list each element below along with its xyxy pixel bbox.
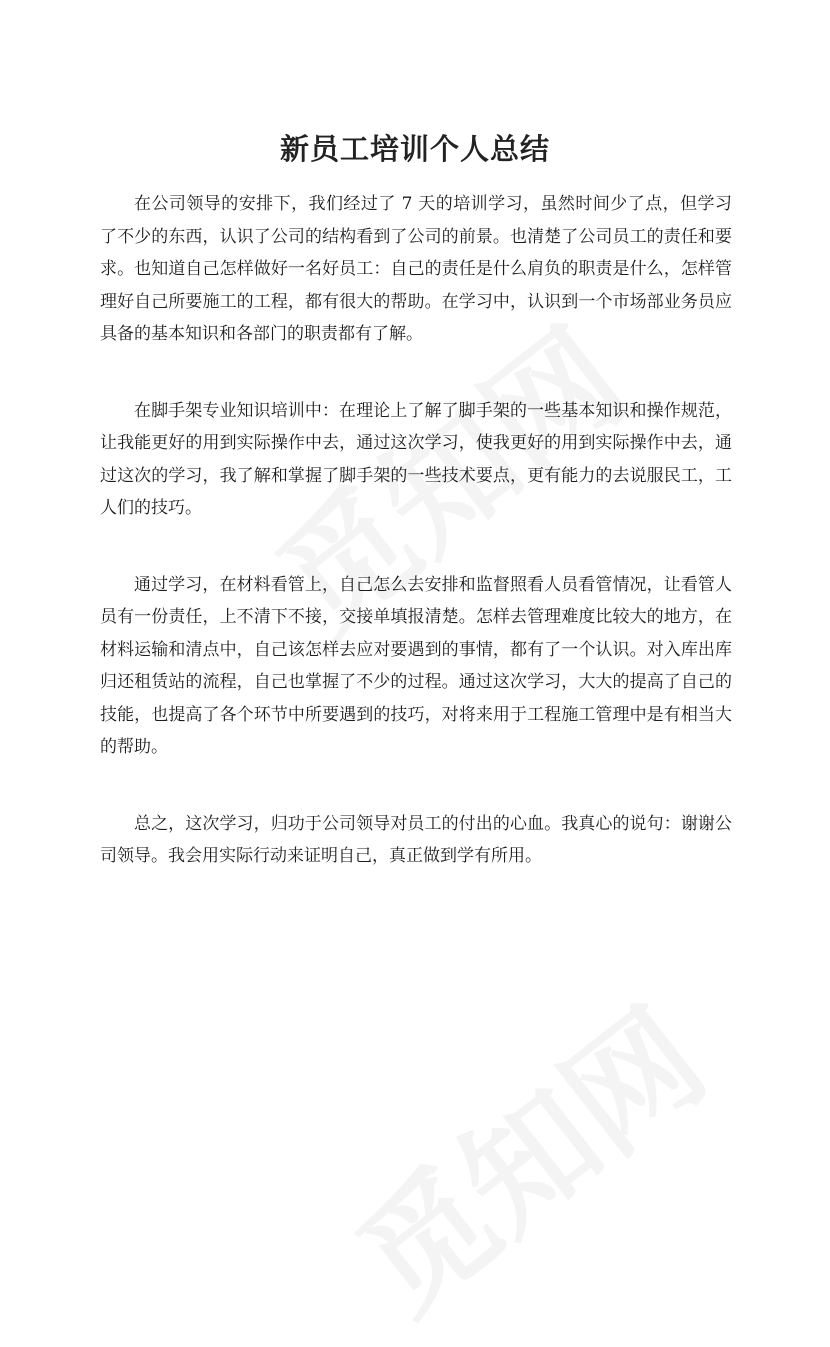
paragraph-2: 在脚手架专业知识培训中：在理论上了解了脚手架的一些基本知识和操作规范，让我能更好的用到实际操作中去，通过这次学习，使我更好的用到实际操作中去，通过这次的学习，我了解和掌握了脚手架的一些技术要点，更有能力的去说服民工，工人们的技巧。 [100,400,732,518]
watermark [314,960,736,1347]
paragraph-3: 通过学习，在材料看管上，自己怎么去安排和监督照看人员看管情况，让看管人员有一份责任，上不清下不接，交接单填报清楚。怎样去管理难度比较大的地方，在材料运输和清点中，自己该怎样去应对要遇到的事情，都有了一个认识。对入库出库归还租赁站的流程，自己也掌握了不少的过程。通过这次学习，大大的提高了自己的技能，也提高了各个环节中所要遇到的技巧，对将来用于工程施工管理中是有相当大的帮助。 [100,574,732,757]
document-title: 新员工培训个人总结 [279,132,550,167]
paragraph-1: 在公司领导的安排下，我们经过了 7 天的培训学习，虽然时间少了点，但学习了不少的东西，认识了公司的结构看到了公司的前景。也清楚了公司员工的责任和要求。也知道自己怎样做好一名好员工：自己的责任是什么肩负的职责是什么，怎样管理好自己所要施工的工程，都有很大的帮助。在学习中，认识到一个市场部业务员应具备的基本知识和各部门的职责都有了解。 [100,194,732,344]
document-body [100,188,732,917]
paragraph-4: 总之，这次学习，归功于公司领导对员工的付出的心血。我真心的说句：谢谢公司领导。我会用实际行动来证明自己，真正做到学有所用。 [100,813,732,866]
